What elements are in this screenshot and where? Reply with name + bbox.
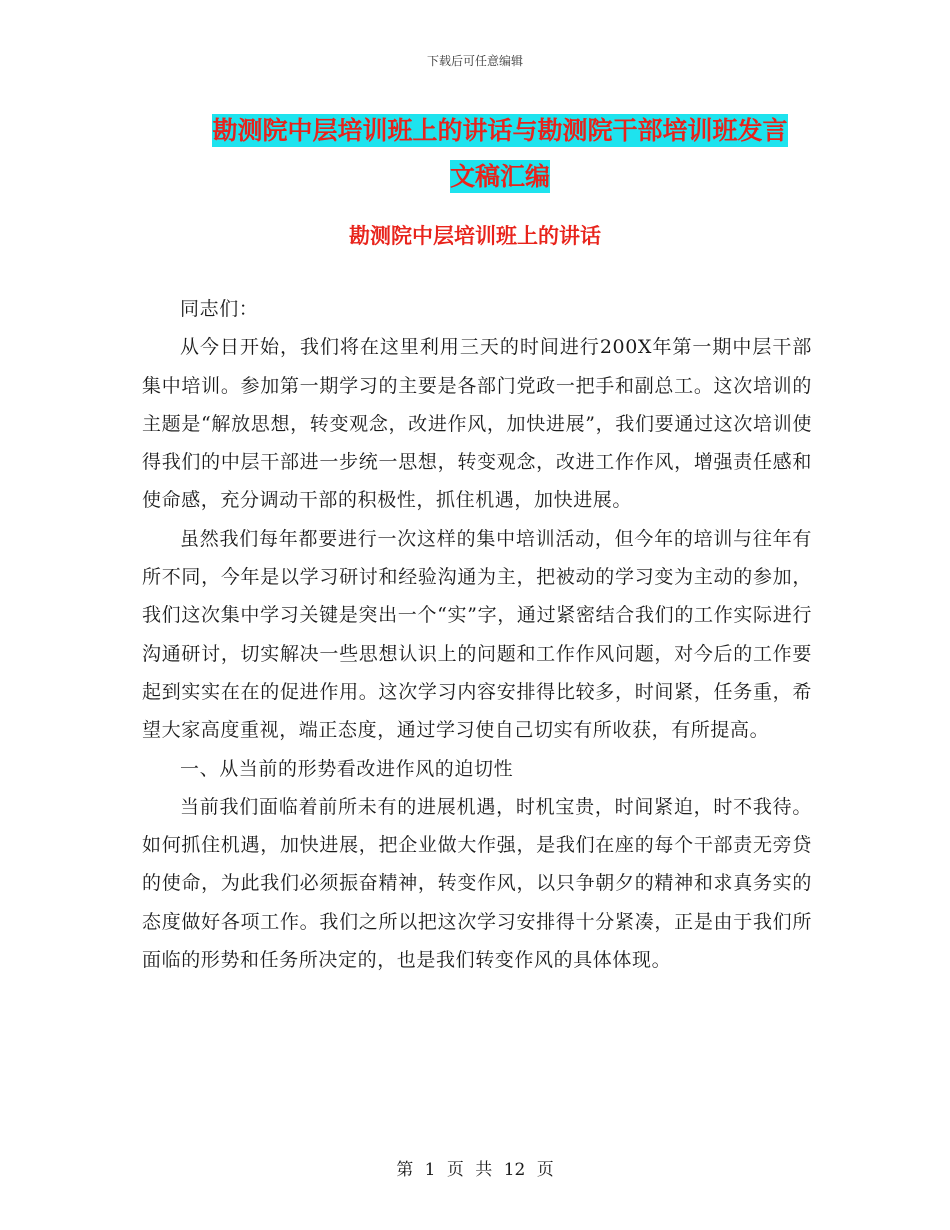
document-title-line2: 文稿汇编 xyxy=(449,162,550,191)
paragraph: 当前我们面临着前所未有的进展机遇，时机宝贵，时间紧迫，时不我待。如何抓住机遇，加快进展，把企业做大作强，是我们在座的每个干部责无旁贷的使命，为此我们必须振奋精神，转变作风，以只争朝夕的精神和求真务实的态度做好各项工作。我们之所以把这次学习安排得十分紧凑，正是由于我们所面临的形势和任务所决定的，也是我们转变作风的具体体现。 xyxy=(142,795,812,972)
section-title: 勘测院中层培训班上的讲话 xyxy=(349,224,601,248)
page-number: 第 1 页 共 12 页 xyxy=(396,1160,554,1180)
subheading: 一、从当前的形势看改进作风的迫切性 xyxy=(180,757,514,780)
header-note: 下载后可任意编辑 xyxy=(426,54,523,68)
paragraph: 虽然我们每年都要进行一次这样的集中培训活动，但今年的培训与往年有所不同，今年是以学习研讨和经验沟通为主，把被动的学习变为主动的参加，我们这次集中学习关键是突出一个“实”字，通过紧密结合我们的工作实际进行沟通研讨，切实解决一些思想认识上的问题和工作作风问题，对今后的工作要起到实实在在的促进作用。这次学习内容安排得比较多，时间紧，任务重，希望大家高度重视，端正态度，通过学习使自己切实有所收获，有所提高。 xyxy=(142,527,812,742)
paragraph: 从今日开始，我们将在这里利用三天的时间进行200X年第一期中层干部集中培训。参加第一期学习的主要是各部门党政一把手和副总工。这次培训的主题是“解放思想，转变观念，改进作风，加快进展”，我们要通过这次培训使得我们的中层干部进一步统一思想，转变观念，改进工作作风，增强责任感和使命感，充分调动干部的积极性，抓住机遇，加快进展。 xyxy=(142,336,812,512)
salutation: 同志们： xyxy=(180,298,259,320)
document-title-line1: 勘测院中层培训班上的讲话与勘测院干部培训班发言 xyxy=(212,116,788,145)
document-title xyxy=(190,108,810,200)
document-body xyxy=(142,290,812,979)
